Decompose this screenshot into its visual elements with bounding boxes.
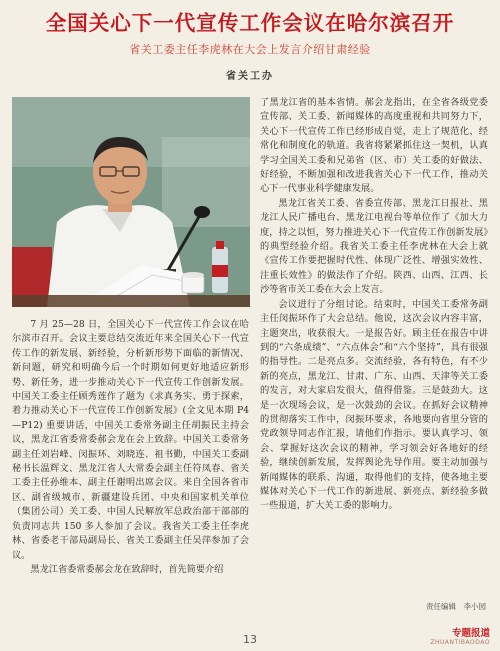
- article-paragraph: 7 月 25—28 日，全国关心下一代宣传工作会议在哈尔滨市召开。会议主要总结交流近年来全国关心下一代宣传工作的新发展、新经验，分析新形势下面临的新情况、新问题，研究和明确今后一个时期如何更好地适应新形势、新任务，进一步推动关心下一代宣传工作创新发展。中国关工委主任顾秀莲作了题为《求真务实、勇于探索，着力推动关心下一代宣传工作创新发展》(全文见本期 P4—P12) 重要讲话，中国关工委常务副主任胡振民主持会议，黑龙江省委常委郝会龙在会上致辞。中国关工委常务副主任刘岩峰、闵振环、刘晓连、祖书勤，中国关工委副秘书长温辉文、黑龙江省人大常委会副主任符凤春、省关工委主任孙维本、副主任谢明出席会议。来自全国各省市区、副省级城市、新疆建设兵团、中央和国家机关单位（集团公司）关工委、中国人民解放军总政治部干部部的负责同志共 150 多人参加了会议。我省关工委主任李虎林、省委老干部局副局长、省关工委副主任吴萍参加了会议。: [12, 319, 249, 561]
- article-subtitle: 省关工委主任李虎林在大会上发言介绍甘肃经验: [129, 43, 371, 56]
- article-column-right: [260, 96, 488, 514]
- article-column-left: [12, 318, 249, 577]
- section-name: 专题报道: [451, 628, 490, 639]
- page-number: 13: [243, 633, 257, 646]
- article-byline: 省关工办: [226, 71, 274, 82]
- section-label: [430, 625, 490, 646]
- article-paragraph-continued: 了黑龙江省的基本省情。郝会龙指出，在全省各级党委宣传部、关工委、新闻媒体的高度重视和共同努力下，关心下一代宣传工作已经形成自觉，走上了规范化、经常化和制度化的轨道。我省将紧紧抓住这一契机，认真学习全国关工委和兄弟省（区、市）关工委的好做法、好经验，不断加强和改进我省关心下一代工作，推动关心下一代事业科学健康发展。: [260, 97, 488, 195]
- speaker-photo: [12, 97, 250, 307]
- responsible-editor: 责任编辑 李小园: [426, 602, 486, 611]
- article-paragraph: 黑龙江省关工委、省委宣传部、黑龙江日报社、黑龙江人民广播电台、黑龙江电视台等单位作了《加大力度，持之以恒，努力推进关心下一代宣传工作创新发展》的典型经验介绍。我省关工委主任李虎林在大会上就《宣传工作要把握时代性、体现广泛性、增强实效性、注重长效性》的做法作了介绍。陕西、山西、江西、长沙等省市关工委在大会上发言。: [260, 197, 488, 296]
- speaker-photo-illustration: [12, 97, 250, 307]
- article-paragraph: 黑龙江省委常委郝会龙在致辞时，首先简要介绍: [30, 563, 224, 575]
- section-name-pinyin: ZHUANTIBAODAO: [430, 639, 490, 646]
- article-paragraph: 会议进行了分组讨论。结束时，中国关工委常务副主任闵振环作了大会总结。他说，这次会议内容丰富，主题突出，收获很大。一是报告好。顾主任在报告中讲到的“六条成绩”、“六点体会”和“六个坚持”，具有很强的指导性。二是亮点多。交流经验，各有特色，有不少新的亮点，黑龙江、甘肃、广东、山西、天津等关工委的发言，对大家启发很大，值得借鉴。三是鼓劲大。这是一次现场会议，是一次鼓劲的会议。在抓好会议精神的贯彻落实工作中，闵振环要求，各地要向省里分管的党政领导同志作汇报，请他们作指示。要认真学习、领会、掌握好这次会议的精神，学习领会好各地好的经验，继续创新发展，发挥舆论先导作用。要主动加强与新闻媒体的联系、沟通，取得他们的支持，使各地主要媒体对关心下一代工作的新进展、新亮点、新经验多做一些报道，扩大关工委的影响力。: [260, 298, 488, 512]
- article-title: 全国关心下一代宣传工作会议在哈尔滨召开: [45, 11, 455, 35]
